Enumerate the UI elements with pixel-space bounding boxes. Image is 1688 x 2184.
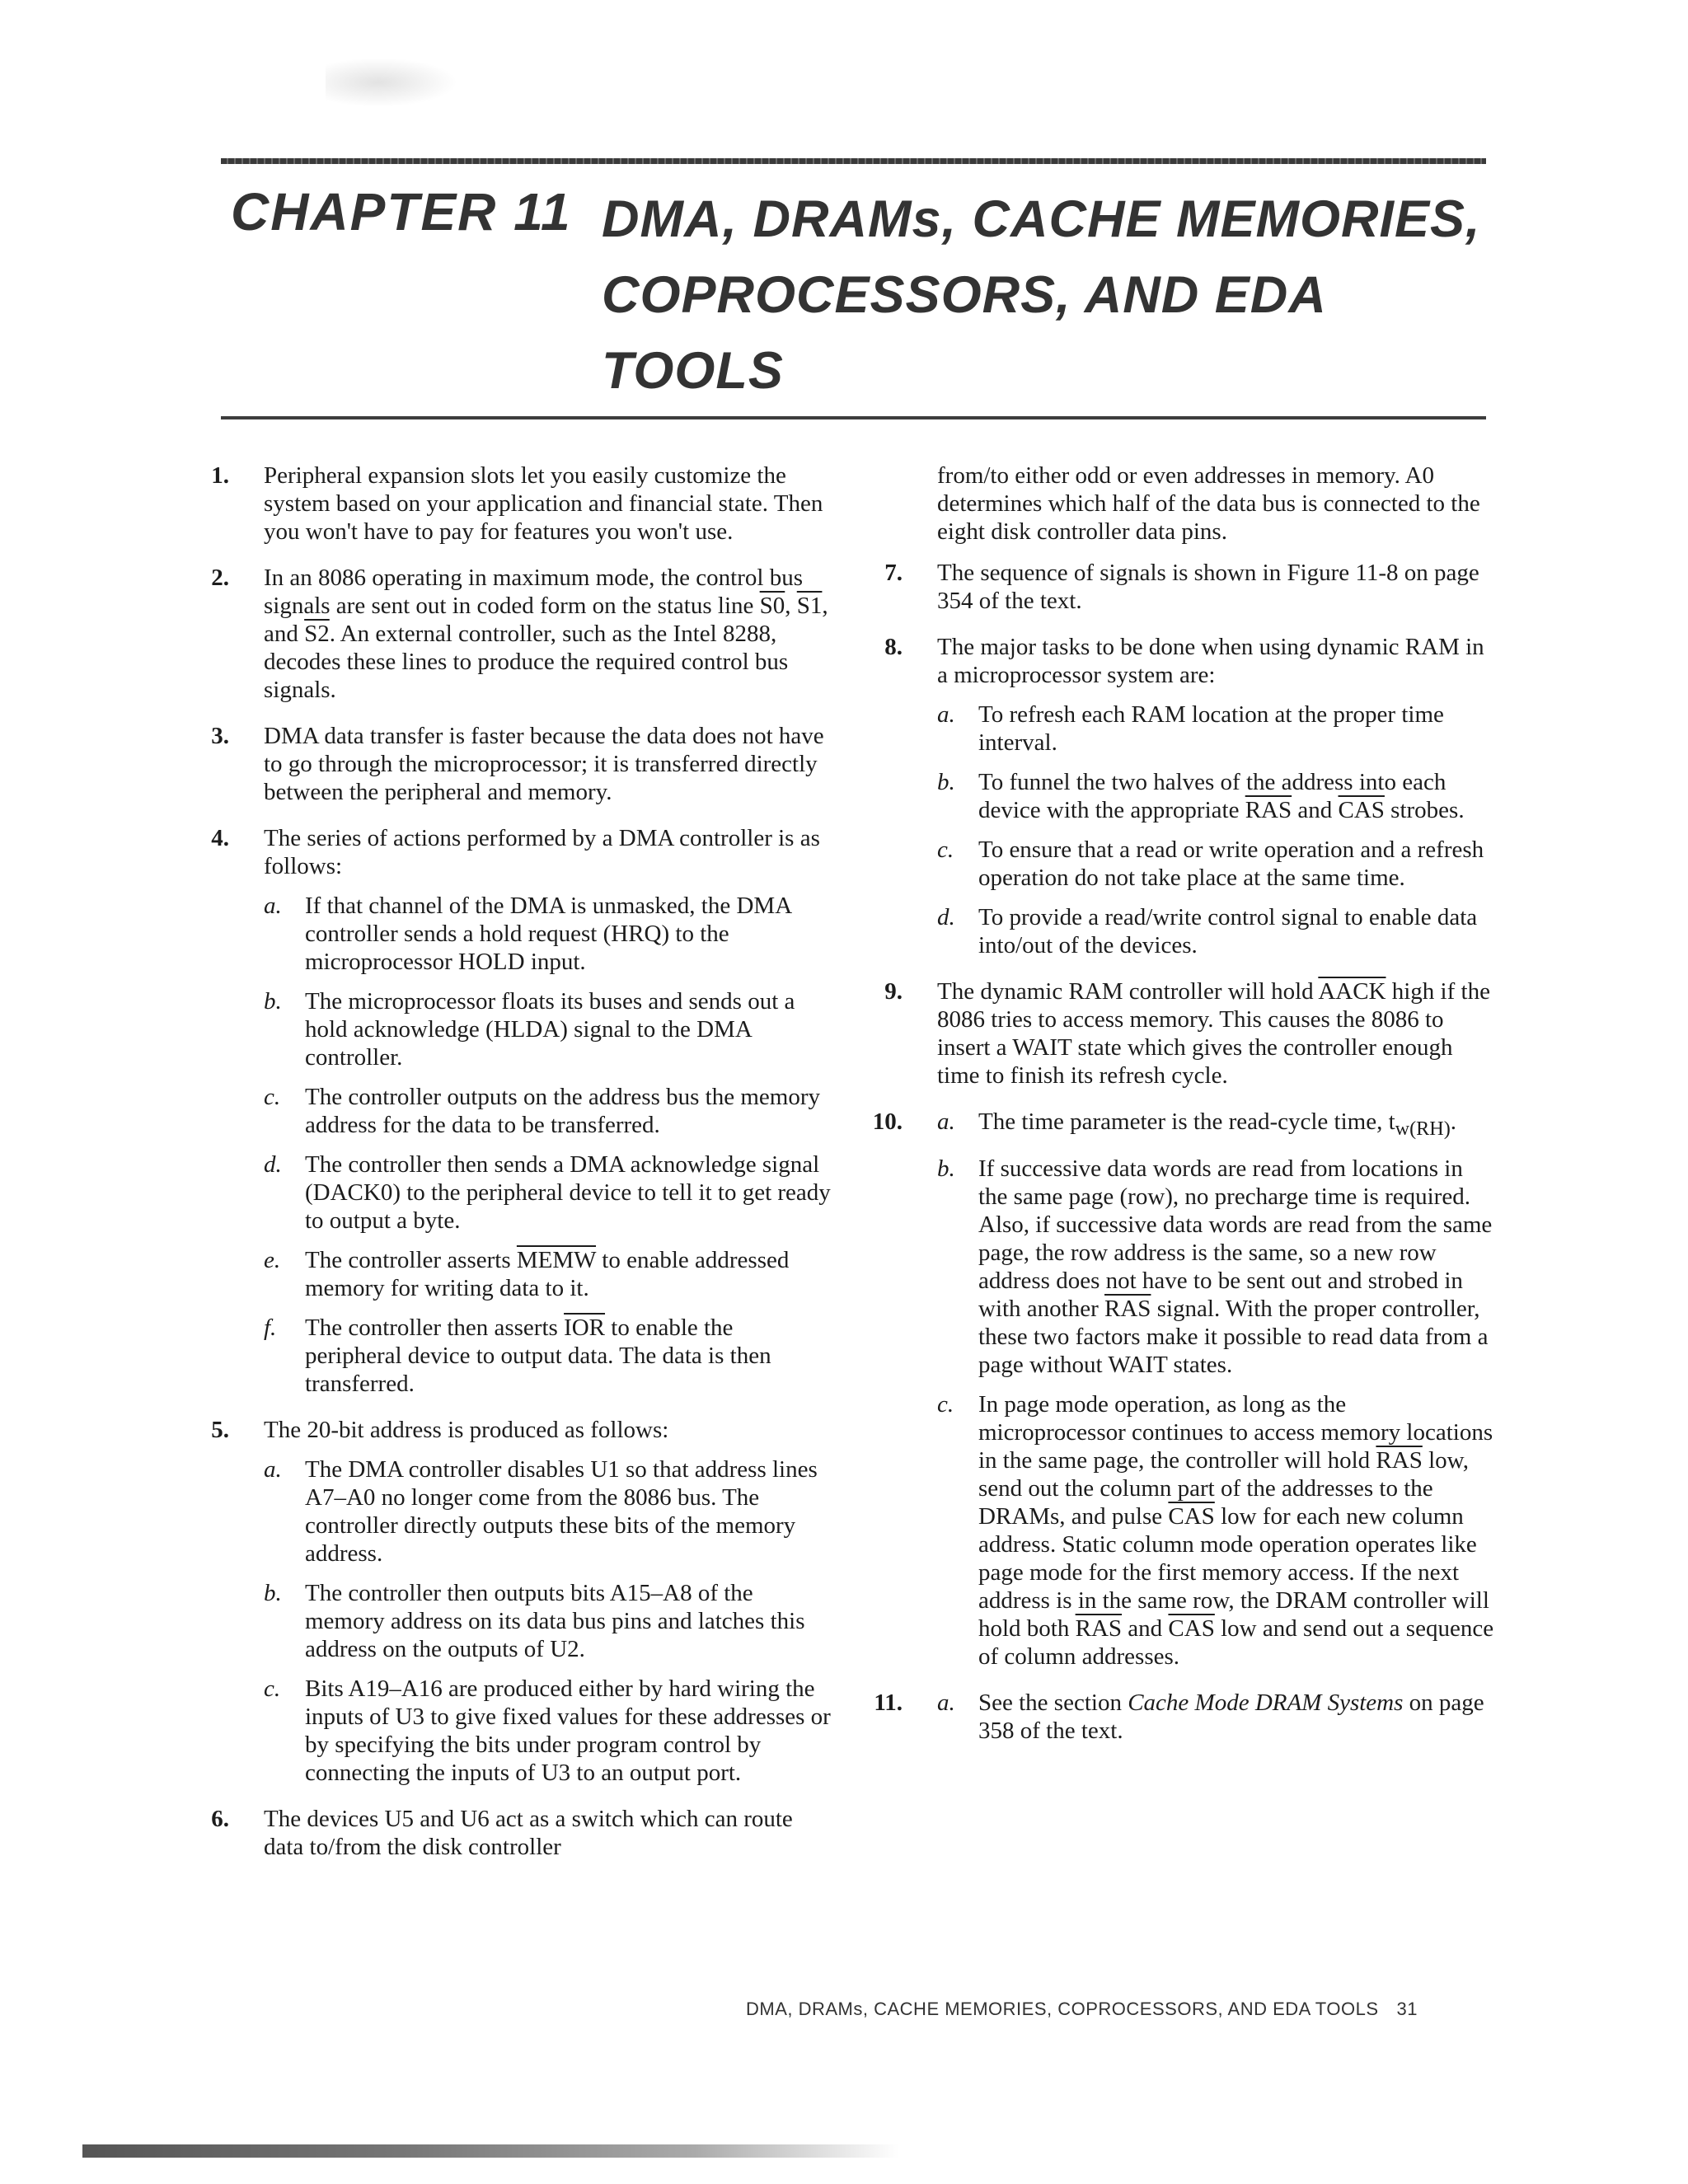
answer-10: [861, 1108, 1496, 1671]
signal-ras: $\overline{RAS}$: [1245, 797, 1292, 823]
text-run: If successive data words are read from locations in the same page (row), no precharge time is required. Also, if successive data words are read from the same page, the row address is the same, so a new row address does not have to be sent out and strobed in with another: [978, 1155, 1493, 1322]
sub-letter: c.: [264, 1675, 281, 1702]
sub-text: [978, 768, 1496, 824]
sub-letter: c.: [937, 1390, 954, 1418]
signal-cas: $\overline{CAS}$: [1338, 797, 1385, 823]
signal-memw: MEMW: [516, 1247, 597, 1273]
text-run: In an 8086 operating in maximum mode, the control bus signals are sent out in coded form on the status line: [264, 565, 803, 619]
header-top-rule: [221, 158, 1486, 164]
sub-text: The controller outputs on the address bus the memory address for the data to be transferred.: [305, 1084, 820, 1138]
answer-7: [861, 559, 1496, 615]
sub-text: To ensure that a read or write operation and a refresh operation do not take place at the same time.: [978, 837, 1484, 891]
text-run: low, send out the column part of the addresses to the DRAMs, and pulse: [978, 1446, 1469, 1530]
chapter-label: CHAPTER 11: [231, 182, 572, 241]
answer-text: [264, 564, 831, 704]
text-run: to enable addressed memory for writing data to it.: [305, 1247, 790, 1301]
text-run: .: [1450, 1108, 1456, 1135]
sub-text: [978, 1108, 1496, 1143]
text-run: low and send out a sequence of column addresses.: [978, 1615, 1494, 1670]
answer-11: [861, 1689, 1496, 1745]
signal-s2: S2: [304, 621, 330, 647]
answer-9: [861, 977, 1496, 1090]
sub-answer-11a: [937, 1689, 1496, 1745]
answer-number: 9.: [884, 978, 903, 1005]
signal-ior: $\overline{IOR}$: [564, 1315, 606, 1341]
text-run: See the section: [978, 1689, 1128, 1716]
sub-letter: e.: [264, 1247, 281, 1273]
chapter-title: DMA, DRAMs, CACHE MEMORIES, COPROCESSORS, AND EDA TOOLS: [602, 190, 1481, 400]
sub-letter: d.: [937, 904, 955, 930]
subscript: w(RH): [1395, 1117, 1451, 1140]
text-run: to enable the peripheral device to output data. The data is then transferred.: [305, 1315, 771, 1397]
sub-answer-8d: [937, 903, 1496, 959]
sub-letter: f.: [264, 1315, 277, 1341]
answer-number: 10.: [872, 1108, 903, 1135]
answer-number: 1.: [211, 462, 229, 489]
answer-text: [937, 977, 1496, 1090]
sub-text: Bits A19–A16 are produced either by hard wiring the inputs of U3 to give fixed values for these addresses or by specifying the bits under program control by connecting the inputs of U3 to an output port.: [305, 1675, 831, 1786]
sub-text: The controller then sends a DMA acknowledge signal (DACK0) to the peripheral device to tell it to get ready to output a byte.: [305, 1151, 831, 1234]
scan-edge-bar: [82, 2144, 898, 2158]
sub-text: [978, 1155, 1496, 1379]
sub-text: [305, 1246, 831, 1302]
answer-3: [188, 722, 831, 806]
signal-cas: $\overline{CAS}$: [1168, 1615, 1215, 1642]
sub-answer-5b: [264, 1579, 831, 1663]
answer-number: 4.: [211, 825, 229, 851]
sub-answer-5a: [264, 1455, 831, 1568]
sub-answer-5c: [264, 1675, 831, 1787]
answer-2: [188, 564, 831, 704]
sub-letter: d.: [264, 1151, 282, 1178]
text-run: The controller then asserts: [305, 1315, 565, 1341]
page-number: 31: [1396, 1999, 1418, 2019]
sub-answer-10b: [937, 1155, 1496, 1379]
answer-4: [188, 824, 831, 1398]
answer-text: The sequence of signals is shown in Figure 11-8 on page 354 of the text.: [937, 560, 1479, 614]
text-run: The dynamic RAM controller will hold: [937, 978, 1319, 1005]
text-run: strobes.: [1384, 797, 1465, 823]
sub-text: To provide a read/write control signal to enable data into/out of the devices.: [978, 904, 1478, 958]
answer-number: 8.: [884, 634, 903, 660]
sub-answer-10c: [937, 1390, 1496, 1671]
running-footer: [746, 1999, 1455, 2020]
section-reference: Cache Mode DRAM Systems: [1128, 1689, 1404, 1716]
footer-title: DMA, DRAMs, CACHE MEMORIES, COPROCESSORS, AND EDA TOOLS: [746, 1999, 1379, 2019]
answer-text: Peripheral expansion slots let you easily customize the system based on your application and financial state. Then you won't have to pay for features you won't use.: [264, 462, 823, 545]
right-column: [861, 462, 1496, 1763]
signal-cas: $\overline{CAS}$: [1168, 1502, 1215, 1530]
answer-intro: The series of actions performed by a DMA controller is as follows:: [264, 825, 820, 879]
text-run: , and: [264, 593, 828, 647]
sub-text: [978, 1390, 1496, 1671]
sub-letter: a.: [264, 1456, 282, 1483]
signal-ras: $\overline{RAS}$: [1104, 1295, 1151, 1322]
signal-aack: AACK: [1318, 978, 1386, 1005]
text-run: The controller asserts: [305, 1247, 517, 1273]
header-bottom-rule: [221, 416, 1486, 419]
sub-text: The microprocessor floats its buses and sends out a hold acknowledge (HLDA) signal to the DMA controller.: [305, 988, 795, 1071]
answer-5: [188, 1416, 831, 1787]
answer-text: from/to either odd or even addresses in memory. A0 determines which half of the data bus is connected to the eight disk controller data pins.: [937, 462, 1480, 545]
sub-answer-4c: [264, 1083, 831, 1139]
sub-letter: b.: [937, 1155, 955, 1182]
answer-number: 7.: [884, 560, 903, 586]
answer-text: The devices U5 and U6 act as a switch which can route data to/from the disk controller: [264, 1806, 793, 1860]
sub-answer-4a: [264, 892, 831, 976]
text-run: and: [1122, 1615, 1169, 1642]
answer-number: 2.: [211, 565, 229, 591]
text-run: on page 358 of the text.: [978, 1689, 1484, 1744]
text-run: . An external controller, such as the Intel 8288, decodes these lines to produce the required control bus signals.: [264, 621, 789, 703]
text-run: and: [1292, 797, 1339, 823]
sub-answer-8a: [937, 701, 1496, 757]
signal-ras: $\overline{RAS}$: [1376, 1446, 1423, 1474]
sub-answer-4d: [264, 1151, 831, 1235]
answer-text: DMA data transfer is faster because the data does not have to go through the microprocessor; it is transferred directly between the peripheral and memory.: [264, 723, 824, 805]
sub-letter: a.: [937, 1108, 955, 1135]
sub-answer-4f: [264, 1314, 831, 1398]
sub-text: The DMA controller disables U1 so that address lines A7–A0 no longer come from the 8086 bus. The controller directly outputs these bits of the memory address.: [305, 1456, 818, 1567]
sub-text: If that channel of the DMA is unmasked, the DMA controller sends a hold request (HRQ) to the microprocessor HOLD input.: [305, 893, 791, 975]
text-run: To funnel the two halves of the address into each device with the appropriate: [978, 769, 1447, 823]
text-run: The time parameter is the read-cycle time, t: [978, 1108, 1395, 1135]
text-run: signal. With the proper controller, these two factors make it possible to read data from a page without WAIT states.: [978, 1295, 1489, 1378]
answer-number: 11.: [874, 1689, 903, 1716]
sub-answer-4e: [264, 1246, 831, 1302]
text-run: In page mode operation, as long as the microprocessor continues to access memory locations in the same page, the controller will hold: [978, 1390, 1493, 1474]
sub-text: [305, 1314, 831, 1398]
sub-answer-8c: [937, 836, 1496, 892]
answer-8: [861, 633, 1496, 959]
sub-text: [978, 1689, 1496, 1745]
sub-letter: c.: [937, 837, 954, 863]
answer-number: 6.: [211, 1806, 229, 1832]
sub-answer-4b: [264, 987, 831, 1071]
signal-s1: S1: [796, 593, 823, 619]
sub-letter: b.: [264, 988, 282, 1015]
answer-intro: The 20-bit address is produced as follows:: [264, 1417, 669, 1443]
sub-letter: a.: [937, 701, 955, 728]
sub-letter: b.: [264, 1580, 282, 1606]
sub-answer-8b: [937, 768, 1496, 824]
answer-intro: The major tasks to be done when using dynamic RAM in a microprocessor system are:: [937, 634, 1484, 688]
sub-letter: a.: [264, 893, 282, 919]
sub-text: The controller then outputs bits A15–A8 of the memory address on its data bus pins and latches this address on the outputs of U2.: [305, 1580, 805, 1662]
text-run: ,: [785, 593, 797, 619]
answer-6: [188, 1805, 831, 1861]
sub-letter: c.: [264, 1084, 281, 1110]
text-run: high if the 8086 tries to access memory. This causes the 8086 to insert a WAIT state which gives the controller enough time to finish its refresh cycle.: [937, 978, 1490, 1089]
signal-ras: $\overline{RAS}$: [1075, 1615, 1123, 1642]
sub-letter: b.: [937, 769, 955, 795]
signal-s0: S0: [759, 593, 785, 619]
sub-letter: a.: [937, 1689, 955, 1716]
chapter-header: [231, 175, 1484, 410]
text-run: low for each new column address. Static column mode operation operates like page mode for the first memory access. If the next address is in the same row, the DRAM controller will hold both: [978, 1502, 1489, 1642]
answer-1: [188, 462, 831, 546]
sub-answer-10a: [937, 1108, 1496, 1143]
scan-smudge: [326, 58, 457, 107]
left-column: [188, 462, 831, 1879]
answer-6-continued: [861, 462, 1496, 546]
answer-number: 5.: [211, 1417, 229, 1443]
sub-text: To refresh each RAM location at the proper time interval.: [978, 701, 1444, 756]
answer-number: 3.: [211, 723, 229, 749]
